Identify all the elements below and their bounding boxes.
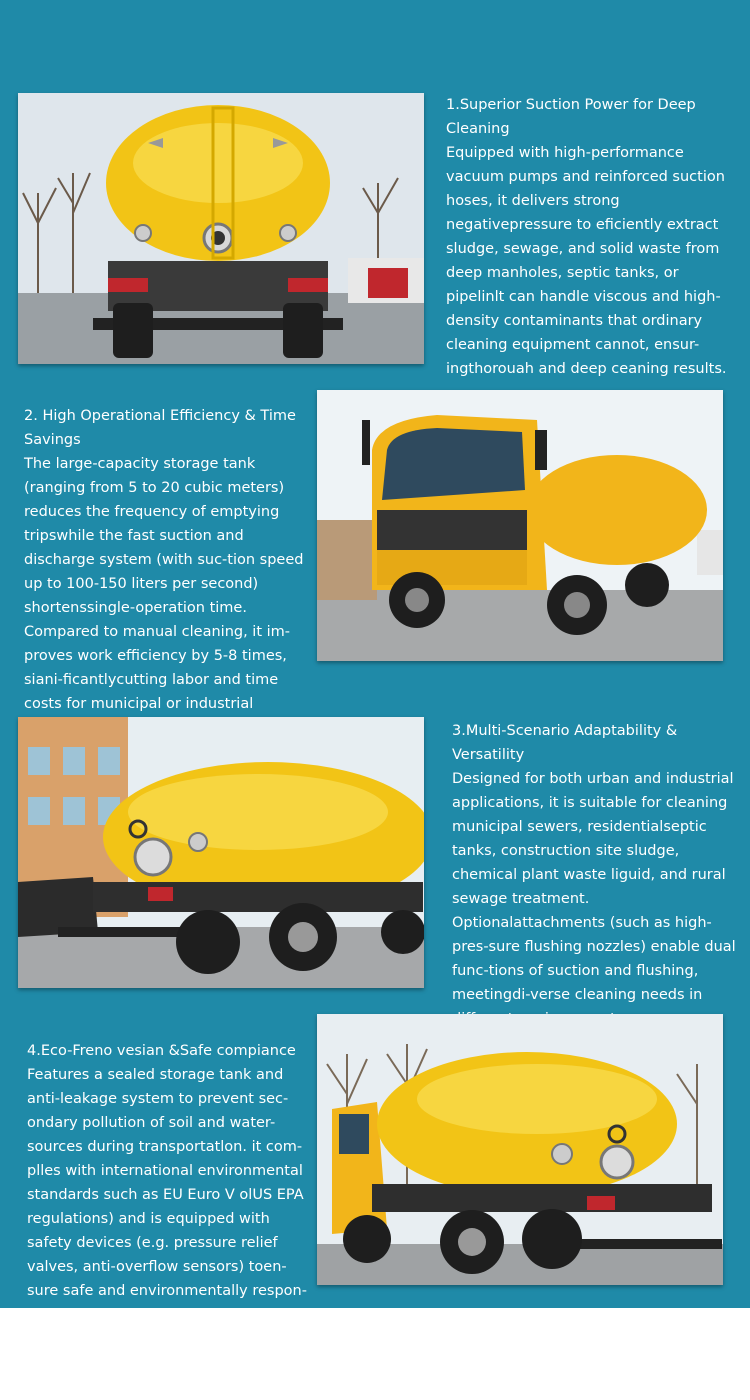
section-4-heading: 4.Eco-Freno vesian &Safe compiance bbox=[27, 1043, 296, 1059]
section-1-heading: 1.Superior Suction Power for Deep Cleaning bbox=[446, 97, 696, 137]
section-1-text bbox=[446, 93, 731, 381]
section-2-body: The large-capacity storage tank (ranging from 5 to 20 cubic meters) reduces the frequency of emptying tripswhile the fast suction and discharge system (with suc-tion speed up to 100-150 liters per second) shortenssingle-operation time. Compared to manual cleaning, it im-proves work efficiency by 5-8 times, siani-ficantlycutting labor and time costs for municipal or industrial bbox=[24, 456, 304, 712]
section-2-text bbox=[24, 404, 309, 740]
section-3-body: Designed for both urban and industrial applications, it is suitable for cleaning municipal sewers, residentialseptic tanks, construction site sludge, chemical plant waste liguid, and rural sewage treatment. Optionalattachments (such as high-pres-sure flushing nozzles) enable dual func-tions of suction and flushing, meetingdi-verse cleaning needs in bbox=[452, 771, 736, 1003]
truck-three-quarter-photo bbox=[317, 1014, 723, 1285]
truck-front-photo bbox=[317, 390, 723, 661]
truck-side-photo bbox=[18, 717, 424, 988]
truck-rear-photo bbox=[18, 93, 424, 364]
section-3-heading: 3.Multi-Scenario Adaptability & Versatility bbox=[452, 723, 678, 763]
section-3-text bbox=[452, 719, 739, 1031]
section-4-body: Features a sealed storage tank and anti-leakage system to prevent sec-ondary pollution of soil and water-sources during transportatlon. it com-plles with international environmental standards such as EU Euro V olUS EPA regulations) and is equipped with safety devices (e.g. pressure relief valves, anti-overflow sensors) toen-sure safe and environmentally respon-sible operations. bbox=[27, 1067, 307, 1323]
section-2-heading: 2. High Operational Efficiency & Time Savings bbox=[24, 408, 296, 448]
section-1-body: Equipped with high-performance vacuum pumps and reinforced suction hoses, it delivers strong negativepressure to eficiently extract sludge, sewage, and solid waste from deep manholes, septic tanks, or pipelinlt can handle viscous and high-density contaminants that ordinary cleaning equipment cannot, ensur-ingthorouah and deep ceaning results. bbox=[446, 145, 727, 377]
section-4-text bbox=[27, 1039, 312, 1327]
